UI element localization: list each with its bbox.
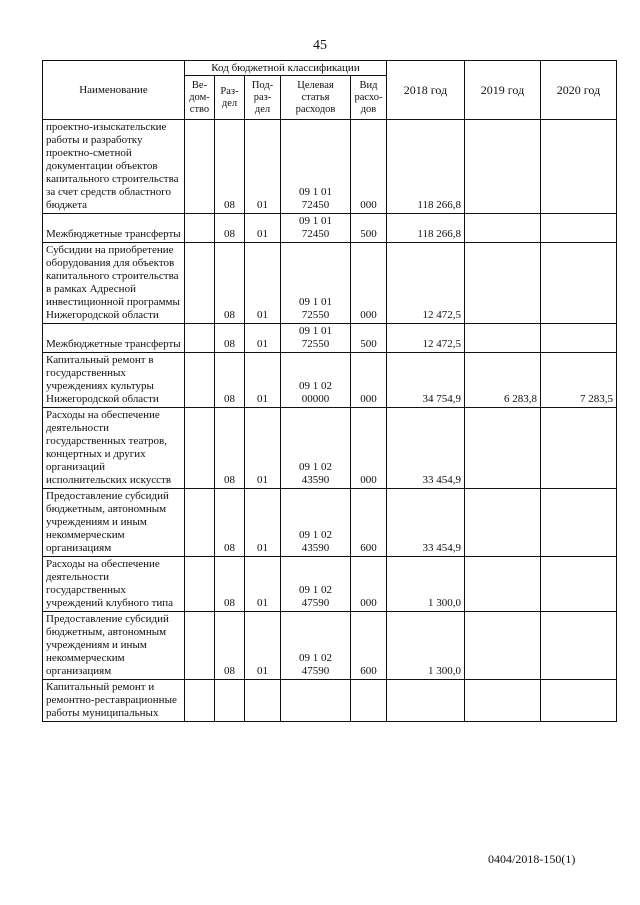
- row-vid: 000: [351, 243, 387, 324]
- header-razdel: Раз- дел: [215, 76, 245, 120]
- row-razdel: 08: [215, 243, 245, 324]
- row-vid: 500: [351, 214, 387, 243]
- row-2020: [541, 120, 617, 214]
- row-ved: [185, 353, 215, 408]
- table-row: [43, 214, 617, 243]
- row-name: Субсидии на приобретение оборудования для объектов капитального строительства в рамках Адресной инвестиционной программы Нижегородской области: [43, 243, 185, 324]
- table-row: [43, 557, 617, 612]
- row-ved: [185, 120, 215, 214]
- header-vid-raskhodov: Вид расхо- дов: [351, 76, 387, 120]
- row-2018: 1 300,0: [387, 557, 465, 612]
- row-vid: 000: [351, 120, 387, 214]
- row-2020: [541, 408, 617, 489]
- row-ved: [185, 612, 215, 680]
- row-2020: [541, 489, 617, 557]
- row-tselevaya: 09 1 01 72450: [281, 214, 351, 243]
- budget-table-body: [43, 120, 617, 722]
- row-vid: 000: [351, 408, 387, 489]
- header-name: Наименование: [43, 61, 185, 120]
- row-2019: [465, 324, 541, 353]
- table-row: [43, 680, 617, 722]
- row-name: Капитальный ремонт в государственных учреждениях культуры Нижегородской области: [43, 353, 185, 408]
- row-vid: 600: [351, 489, 387, 557]
- row-vid: 000: [351, 353, 387, 408]
- table-row: [43, 120, 617, 214]
- table-row: [43, 243, 617, 324]
- table-row: [43, 353, 617, 408]
- table-row: [43, 324, 617, 353]
- header-podrazdel: Под- раз- дел: [245, 76, 281, 120]
- row-razdel: 08: [215, 489, 245, 557]
- row-name: Капитальный ремонт и ремонтно-реставрационные работы муниципальных: [43, 680, 185, 722]
- budget-table: [42, 60, 617, 722]
- row-tselevaya: 09 1 01 72550: [281, 324, 351, 353]
- document-code: 0404/2018-150(1): [488, 852, 576, 866]
- row-tselevaya: 09 1 02 00000: [281, 353, 351, 408]
- row-podrazdel: 01: [245, 408, 281, 489]
- row-tselevaya: 09 1 02 47590: [281, 612, 351, 680]
- row-2019: [465, 680, 541, 722]
- row-razdel: 08: [215, 408, 245, 489]
- row-2020: [541, 557, 617, 612]
- row-razdel: 08: [215, 557, 245, 612]
- row-ved: [185, 557, 215, 612]
- row-name: Предоставление субсидий бюджетным, автономным учреждениям и иным некоммерческим организациям: [43, 612, 185, 680]
- row-2020: [541, 214, 617, 243]
- row-name: Предоставление субсидий бюджетным, автономным учреждениям и иным некоммерческим организациям: [43, 489, 185, 557]
- row-tselevaya: [281, 680, 351, 722]
- row-vid: 000: [351, 557, 387, 612]
- table-row: [43, 612, 617, 680]
- row-2018: 118 266,8: [387, 120, 465, 214]
- header-vedomstvo: Ве- дом- ство: [185, 76, 215, 120]
- row-razdel: 08: [215, 612, 245, 680]
- row-name: Расходы на обеспечение деятельности государственных учреждений клубного типа: [43, 557, 185, 612]
- row-vid: [351, 680, 387, 722]
- row-name: Межбюджетные трансферты: [43, 214, 185, 243]
- row-2018: 118 266,8: [387, 214, 465, 243]
- row-2020: [541, 324, 617, 353]
- row-2020: [541, 612, 617, 680]
- row-vid: 500: [351, 324, 387, 353]
- row-2018: 12 472,5: [387, 243, 465, 324]
- row-podrazdel: 01: [245, 243, 281, 324]
- row-2018: 1 300,0: [387, 612, 465, 680]
- row-2019: [465, 489, 541, 557]
- row-tselevaya: 09 1 02 43590: [281, 408, 351, 489]
- row-2020: [541, 680, 617, 722]
- row-2018: 12 472,5: [387, 324, 465, 353]
- row-razdel: 08: [215, 214, 245, 243]
- row-tselevaya: 09 1 02 43590: [281, 489, 351, 557]
- row-2018: 34 754,9: [387, 353, 465, 408]
- row-razdel: 08: [215, 120, 245, 214]
- row-tselevaya: 09 1 01 72550: [281, 243, 351, 324]
- row-ved: [185, 489, 215, 557]
- row-2018: 33 454,9: [387, 489, 465, 557]
- table-row: [43, 408, 617, 489]
- row-2019: [465, 557, 541, 612]
- row-podrazdel: [245, 680, 281, 722]
- row-name: Расходы на обеспечение деятельности государственных театров, концертных и других организаций исполнительских искусств: [43, 408, 185, 489]
- header-2020: 2020 год: [541, 61, 617, 120]
- row-razdel: 08: [215, 324, 245, 353]
- row-podrazdel: 01: [245, 120, 281, 214]
- row-podrazdel: 01: [245, 489, 281, 557]
- row-ved: [185, 408, 215, 489]
- table-row: [43, 489, 617, 557]
- row-podrazdel: 01: [245, 557, 281, 612]
- row-2018: [387, 680, 465, 722]
- row-2019: [465, 408, 541, 489]
- page-number: 45: [313, 38, 327, 53]
- row-2019: [465, 612, 541, 680]
- header-classification-code: Код бюджетной классификации: [185, 61, 387, 76]
- row-ved: [185, 680, 215, 722]
- row-vid: 600: [351, 612, 387, 680]
- row-podrazdel: 01: [245, 612, 281, 680]
- header-2018: 2018 год: [387, 61, 465, 120]
- header-2019: 2019 год: [465, 61, 541, 120]
- row-2019: [465, 214, 541, 243]
- row-2019: 6 283,8: [465, 353, 541, 408]
- row-podrazdel: 01: [245, 324, 281, 353]
- row-name: Межбюджетные трансферты: [43, 324, 185, 353]
- row-razdel: 08: [215, 353, 245, 408]
- row-ved: [185, 243, 215, 324]
- row-ved: [185, 214, 215, 243]
- row-ved: [185, 324, 215, 353]
- row-2020: 7 283,5: [541, 353, 617, 408]
- row-2020: [541, 243, 617, 324]
- row-2018: 33 454,9: [387, 408, 465, 489]
- row-tselevaya: 09 1 02 47590: [281, 557, 351, 612]
- row-tselevaya: 09 1 01 72450: [281, 120, 351, 214]
- row-podrazdel: 01: [245, 353, 281, 408]
- row-2019: [465, 243, 541, 324]
- row-2019: [465, 120, 541, 214]
- row-razdel: [215, 680, 245, 722]
- row-name: проектно-изыскательские работы и разработку проектно-сметной документации объектов капитального строительства за счет средств областного бюджета: [43, 120, 185, 214]
- header-tselevaya-statya: Целевая статья расходов: [281, 76, 351, 120]
- row-podrazdel: 01: [245, 214, 281, 243]
